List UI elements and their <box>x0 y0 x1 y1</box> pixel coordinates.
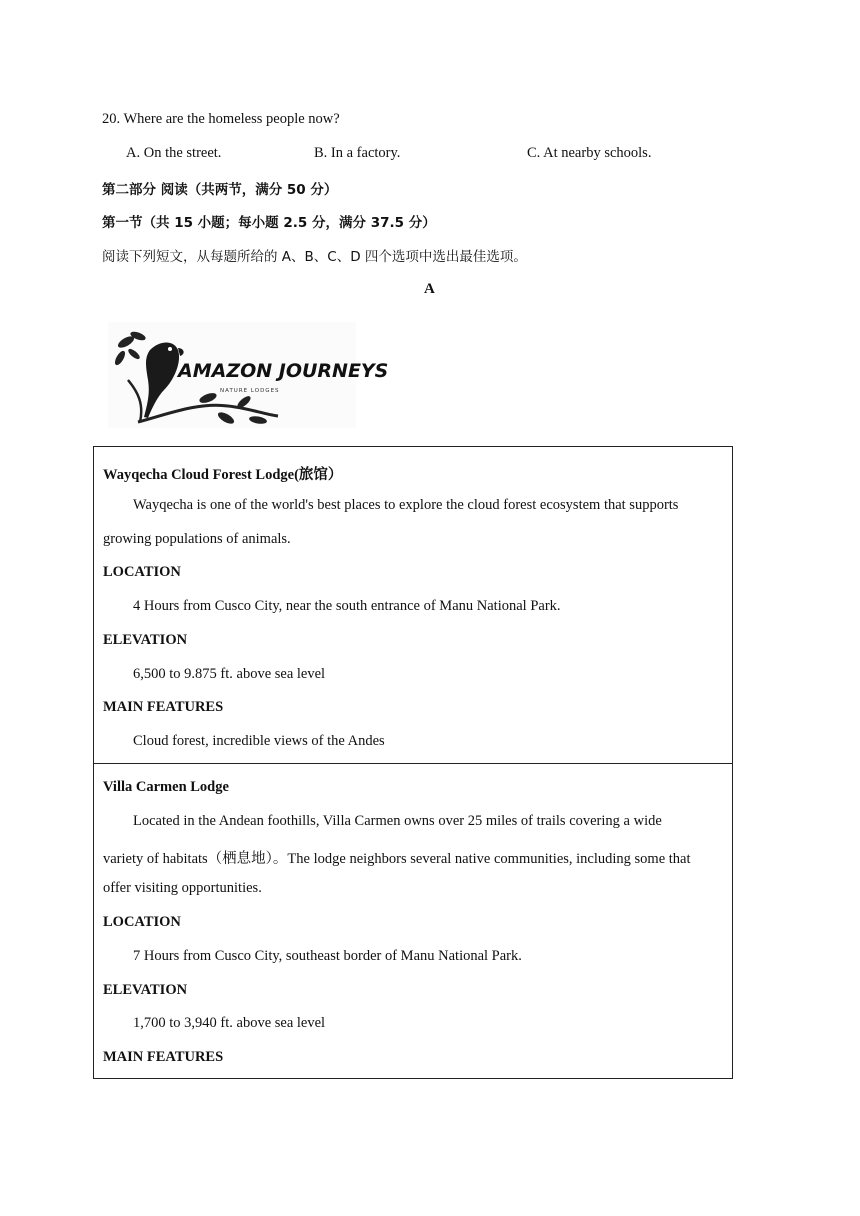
reading-instructions: 阅读下列短文，从每题所给的 A、B、C、D 四个选项中选出最佳选项。 <box>102 249 527 265</box>
lodge-1-desc-line-1: Wayqecha is one of the world's best places to explore the cloud forest ecosystem that supports <box>133 497 679 513</box>
lodge-1-features: Cloud forest, incredible views of the Andes <box>133 733 385 749</box>
lodge-1-location-label: LOCATION <box>103 564 181 580</box>
lodge-1-features-label: MAIN FEATURES <box>103 699 224 715</box>
lodge-2-desc-line-2: variety of habitats（栖息地）。The lodge neighbors several native communities, including some that <box>103 851 691 867</box>
lodge-2-location-label: LOCATION <box>103 914 181 930</box>
lodge-2-desc-line-3: offer visiting opportunities. <box>103 880 262 896</box>
question-20-stem: 20. Where are the homeless people now? <box>102 111 340 127</box>
part-2-title: 第二部分 阅读（共两节，满分 50 分） <box>102 182 338 198</box>
logo-wordmark: AMAZON JOURNEYS <box>178 360 389 382</box>
lodge-1-elevation: 6,500 to 9.875 ft. above sea level <box>133 666 326 682</box>
question-20-option-c: C. At nearby schools. <box>527 145 652 161</box>
question-20-option-a: A. On the street. <box>126 145 222 161</box>
question-20-option-b: B. In a factory. <box>314 145 401 161</box>
lodge-2-location: 7 Hours from Cusco City, southeast border of Manu National Park. <box>133 948 522 964</box>
lodge-table <box>93 446 733 1079</box>
lodge-2-elevation: 1,700 to 3,940 ft. above sea level <box>133 1015 326 1031</box>
lodge-1-desc-line-2: growing populations of animals. <box>103 531 291 547</box>
passage-label: A <box>424 281 435 297</box>
lodge-2-name: Villa Carmen Lodge <box>103 779 229 795</box>
lodge-2-features-label: MAIN FEATURES <box>103 1049 224 1065</box>
amazon-journeys-logo <box>108 322 389 428</box>
lodge-2-desc-line-1: Located in the Andean foothills, Villa Carmen owns over 25 miles of trails covering a wide <box>133 813 662 829</box>
lodge-2-elevation-label: ELEVATION <box>103 982 188 998</box>
parrot-on-branch-icon <box>108 322 389 428</box>
lodge-1-elevation-label: ELEVATION <box>103 632 188 648</box>
row-divider <box>94 763 732 764</box>
section-1-title: 第一节（共 15 小题；每小题 2.5 分，满分 37.5 分） <box>102 215 436 231</box>
lodge-1-name: Wayqecha Cloud Forest Lodge(旅馆） <box>103 467 343 483</box>
lodge-1-location: 4 Hours from Cusco City, near the south entrance of Manu National Park. <box>133 598 561 614</box>
logo-subtext: NATURE LODGES <box>220 388 280 394</box>
